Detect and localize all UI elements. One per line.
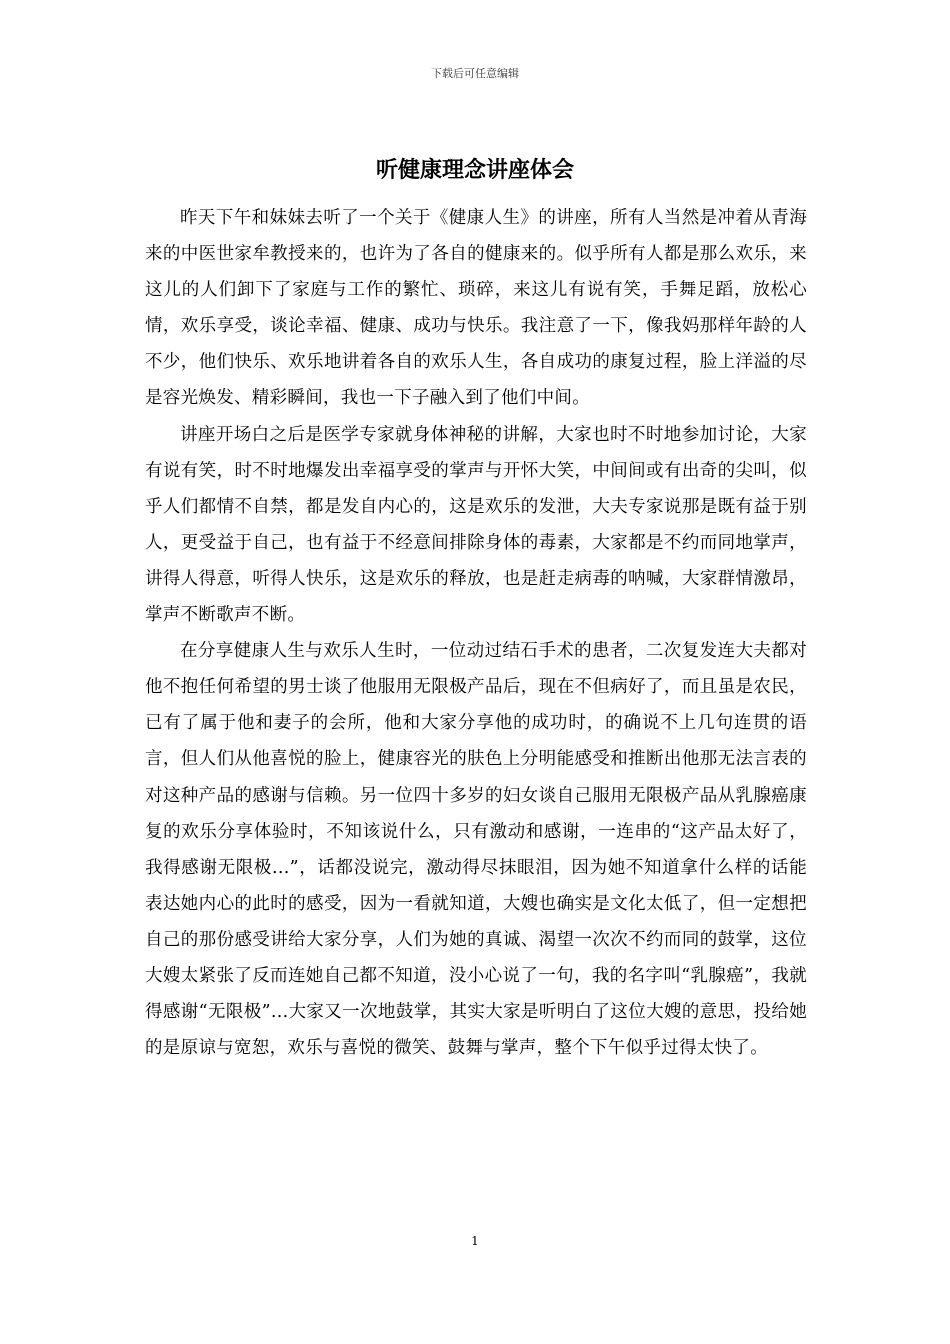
document-title: 听健康理念讲座体会	[375, 157, 574, 183]
body-paragraph: 昨天下午和妹妹去听了一个关于《健康人生》的讲座，所有人当然是冲着从青海来的中医世家牟教授来的，也许为了各自的健康来的。似乎所有人都是那么欢乐，来这儿的人们卸下了家庭与工作的繁忙、琐碎，来这儿有说有笑，手舞足蹈，放松心情，欢乐享受，谈论幸福、健康、成功与快乐。我注意了一下，像我妈那样年龄的人不少，他们快乐、欢乐地讲着各自的欢乐人生，各自成功的康复过程，脸上洋溢的尽是容光焕发、精彩瞬间，我也一下子融入到了他们中间。	[145, 208, 807, 409]
document-body	[145, 200, 807, 1066]
page-header: 下载后可任意编辑	[431, 67, 519, 80]
page-number: 1	[471, 1234, 479, 1248]
body-paragraph: 讲座开场白之后是医学专家就身体神秘的讲解，大家也时不时地参加讨论，大家有说有笑，时不时地爆发出幸福享受的掌声与开怀大笑，中间间或有出奇的尖叫，似乎人们都情不自禁，都是发自内心的，这是欢乐的发泄，大夫专家说那是既有益于别人，更受益于自己，也有益于不经意间排除身体的毒素，大家都是不约而同地掌声，讲得人得意，听得人快乐，这是欢乐的释放，也是赶走病毒的呐喊，大家群情激昂，掌声不断歌声不断。	[145, 424, 807, 626]
body-paragraph: 在分享健康人生与欢乐人生时，一位动过结石手术的患者，二次复发连大夫都对他不抱任何希望的男士谈了他服用无限极产品后，现在不但病好了，而且虽是农民，已有了属于他和妻子的会所，他和大家分享他的成功时，的确说不上几句连贯的语言，但人们从他喜悦的脸上，健康容光的肤色上分明能感受和推断出他那无法言表的对这种产品的感谢与信赖。另一位四十多岁的妇女谈自己服用无限极产品从乳腺癌康复的欢乐分享体验时，不知该说什么，只有激动和感谢，一连串的“这产品太好了，我得感谢无限极...”，话都没说完，激动得尽抹眼泪，因为她不知道拿什么样的话能表达她内心的此时的感受，因为一看就知道，大嫂也确实是文化太低了，但一定想把自己的那份感受讲给大家分享，人们为她的真诚、渴望一次次不约而同的鼓掌，这位大嫂太紧张了反而连她自己都不知道，没小心说了一句，我的名字叫“乳腺癌”，我就得感谢“无限极”...大家又一次地鼓掌，其实大家是听明白了这位大嫂的意思，投给她的是原谅与宽恕，欢乐与喜悦的微笑、鼓舞与掌声，整个下午似乎过得太快了。	[145, 641, 807, 1059]
